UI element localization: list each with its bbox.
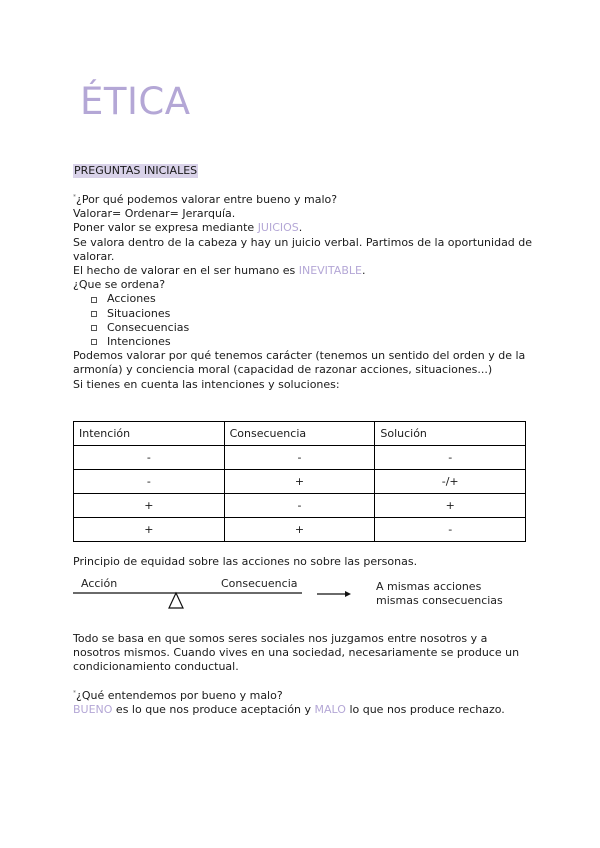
definition-mid: es lo que nos produce aceptación y — [112, 703, 315, 717]
table-cell: - — [74, 446, 225, 470]
diagram-consequence-label: Consecuencia — [221, 577, 298, 590]
good-bad-question — [73, 689, 528, 703]
fulcrum-icon — [169, 593, 183, 608]
section-heading: PREGUNTAS INICIALES — [74, 164, 198, 177]
arrow-right-icon — [345, 591, 351, 597]
page-title: ÉTICA — [80, 80, 191, 123]
table-row — [74, 518, 526, 542]
order-question: ¿Que se ordena? — [73, 278, 166, 292]
social-paragraph: Todo se basa en que somos seres sociales nos juzgamos entre nosotros y a nosotros mismos. Cuando vives en una sociedad, necesariamente se produce un condicionamiento conductual. — [73, 632, 520, 674]
malo-keyword: MALO — [314, 703, 346, 717]
table-row — [74, 446, 526, 470]
diagram-result-line2: mismas consecuencias — [376, 594, 503, 607]
list-item — [91, 292, 533, 306]
valuation-line: Se valora dentro de la cabeza y hay un juicio verbal. Partimos de la oportunidad de valorar. — [73, 235, 533, 263]
table-cell: - — [224, 446, 375, 470]
equity-principle: Principio de equidad sobre las acciones no sobre las personas. — [73, 555, 418, 568]
intentions-table — [73, 421, 526, 542]
list-item-label: Acciones — [107, 292, 156, 306]
definition-end: lo que nos produce rechazo. — [345, 703, 505, 717]
header-consecuencia: Consecuencia — [224, 422, 375, 446]
definition-line: Valorar= Ordenar= Jerarquía. — [73, 207, 236, 221]
character-paragraph: Podemos valorar por qué tenemos carácter (tenemos un sentido del orden y de la armonía) y conciencia moral (capacidad de razonar acciones, situaciones...) — [73, 349, 526, 377]
table-intro: Si tienes en cuenta las intenciones y soluciones: — [73, 377, 340, 391]
checkbox-icon — [91, 297, 97, 303]
list-item — [91, 307, 533, 321]
list-item — [91, 321, 533, 335]
question-text: ¿Por qué podemos valorar entre bueno y malo? — [76, 193, 338, 206]
table-cell: + — [74, 518, 225, 542]
diagram-result-line1: A mismas acciones — [376, 580, 482, 593]
checkbox-icon — [91, 311, 97, 317]
checkbox-icon — [91, 325, 97, 331]
bueno-keyword: BUENO — [73, 703, 113, 717]
judgement-text: Poner valor se expresa mediante — [73, 221, 258, 235]
table-cell: + — [224, 470, 375, 494]
balance-diagram — [73, 575, 533, 615]
table-row — [74, 494, 526, 518]
inevitable-line — [73, 264, 533, 278]
table-row — [74, 470, 526, 494]
table-cell: + — [224, 518, 375, 542]
balance-icon — [73, 575, 373, 615]
header-intencion: Intención — [74, 422, 225, 446]
footnote-mark: * — [73, 193, 76, 201]
order-list — [73, 292, 533, 349]
inevitable-end: . — [361, 264, 366, 278]
good-bad-definition — [73, 703, 528, 717]
judgement-line — [73, 221, 533, 235]
list-item-label: Intenciones — [107, 334, 171, 348]
good-bad-block — [73, 689, 528, 717]
footnote-mark: * — [73, 689, 76, 697]
list-item — [91, 335, 533, 349]
list-item-label: Consecuencias — [107, 320, 190, 334]
juicios-keyword: JUICIOS — [257, 221, 299, 235]
table-cell: - — [74, 470, 225, 494]
header-solucion: Solución — [375, 422, 526, 446]
intro-block — [73, 193, 533, 392]
table-header-row — [74, 422, 526, 446]
checkbox-icon — [91, 339, 97, 345]
inevitable-keyword: INEVITABLE — [298, 264, 362, 278]
question-line — [73, 193, 533, 207]
table-cell: + — [74, 494, 225, 518]
diagram-action-label: Acción — [81, 577, 118, 590]
table-cell: + — [375, 494, 526, 518]
table-cell: - — [224, 494, 375, 518]
inevitable-text: El hecho de valorar en el ser humano es — [73, 264, 299, 278]
table-cell: - — [375, 446, 526, 470]
judgement-end: . — [298, 221, 303, 235]
list-item-label: Situaciones — [107, 306, 171, 320]
good-bad-question-text: ¿Qué entendemos por bueno y malo? — [76, 689, 283, 702]
table-cell: -/+ — [375, 470, 526, 494]
table-cell: - — [375, 518, 526, 542]
